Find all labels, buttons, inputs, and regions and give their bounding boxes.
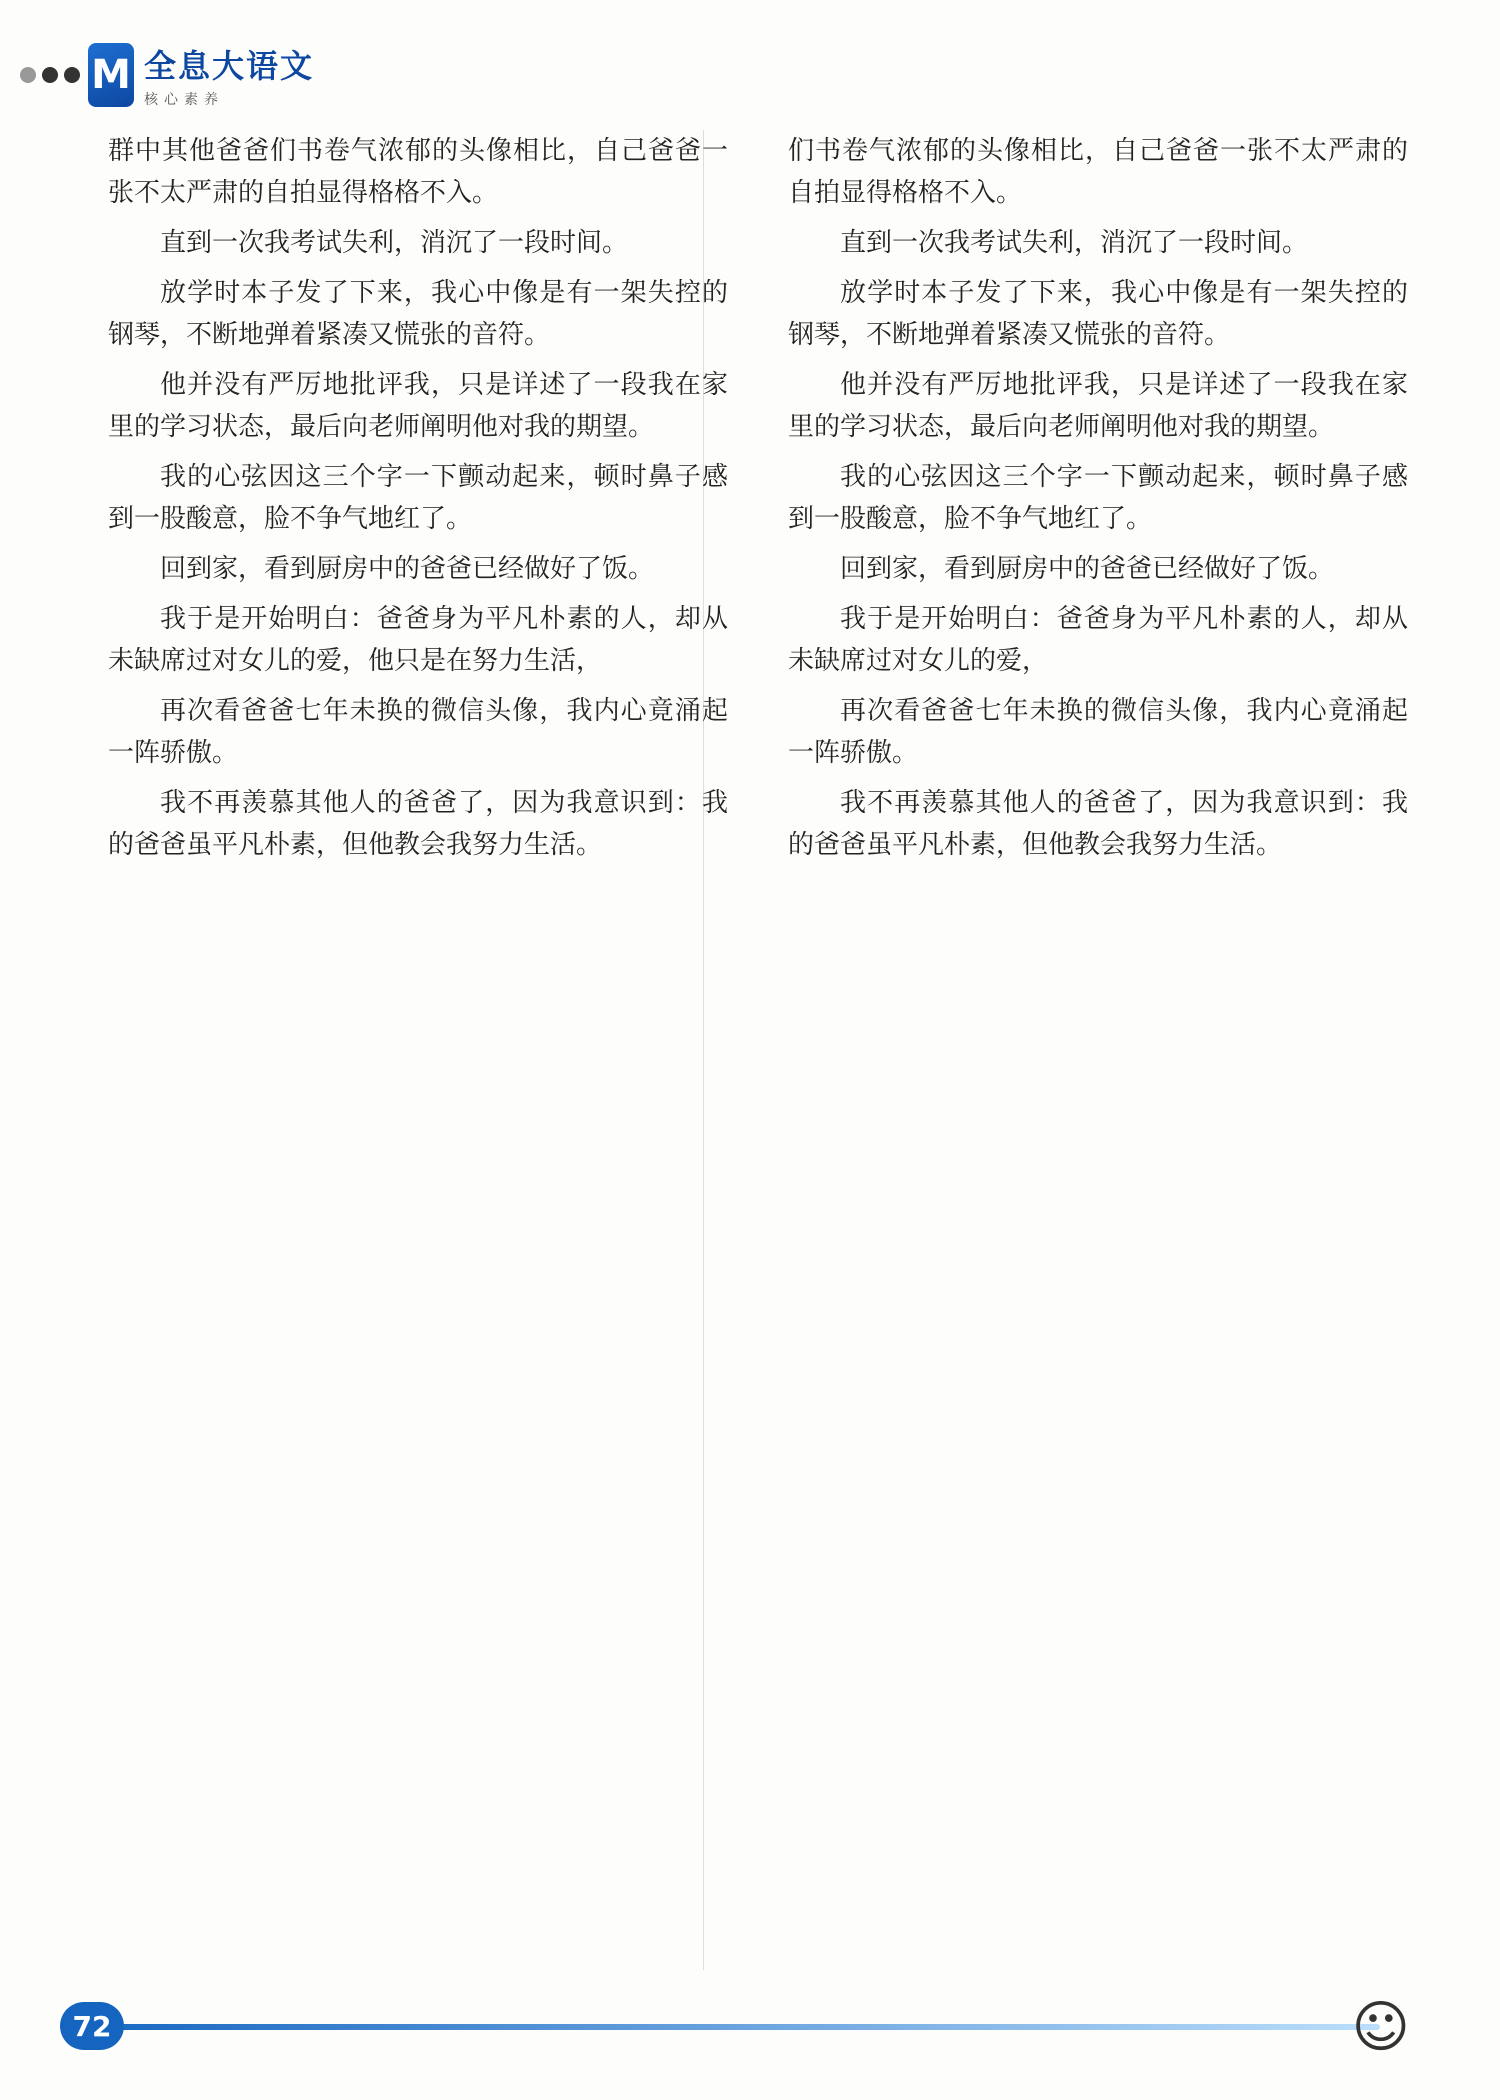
left-column <box>108 130 728 1970</box>
paragraph: 我不再羡慕其他人的爸爸了，因为我意识到：我的爸爸虽平凡朴素，但他教会我努力生活。 <box>108 788 728 860</box>
paragraph: 回到家，看到厨房中的爸爸已经做好了饭。 <box>840 554 1335 584</box>
paragraph: 我于是开始明白：爸爸身为平凡朴素的人，却从未缺席过对女儿的爱，他只是在努力生活， <box>108 604 728 676</box>
paragraph: 再次看爸爸七年未换的微信头像，我内心竟涌起一阵骄傲。 <box>108 696 728 768</box>
right-column <box>788 130 1408 1970</box>
paragraph: 放学时本子发了下来，我心中像是有一架失控的钢琴，不断地弹着紧凑又慌张的音符。 <box>108 278 728 350</box>
decorative-dots <box>20 67 80 83</box>
paragraph: 放学时本子发了下来，我心中像是有一架失控的钢琴，不断地弹着紧凑又慌张的音符。 <box>788 278 1408 350</box>
paragraph: 回到家，看到厨房中的爸爸已经做好了饭。 <box>160 554 655 584</box>
brand-subtitle: 核心素养 <box>144 92 224 108</box>
paragraph: 我不再羡慕其他人的爸爸了，因为我意识到：我的爸爸虽平凡朴素，但他教会我努力生活。 <box>788 788 1408 860</box>
paragraph: 我于是开始明白：爸爸身为平凡朴素的人，却从未缺席过对女儿的爱， <box>788 604 1408 676</box>
page-footer <box>0 1990 1500 2100</box>
paragraph: 我的心弦因这三个字一下颤动起来，顿时鼻子感到一股酸意，脸不争气地红了。 <box>788 462 1408 534</box>
paragraph: 我的心弦因这三个字一下颤动起来，顿时鼻子感到一股酸意，脸不争气地红了。 <box>108 462 728 534</box>
paragraph: 直到一次我考试失利，消沉了一段时间。 <box>840 228 1309 258</box>
essay-body <box>108 130 1408 1970</box>
footer-rule <box>60 2024 1380 2030</box>
smiley-icon: ☺ <box>1351 1995 1410 2060</box>
brand-title: 全息大语文 <box>144 47 315 85</box>
page-header <box>20 30 520 120</box>
paragraph: 他并没有严厉地批评我，只是详述了一段我在家里的学习状态，最后向老师阐明他对我的期望。 <box>788 370 1408 442</box>
paragraph: 直到一次我考试失利，消沉了一段时间。 <box>160 228 629 258</box>
paragraph: 再次看爸爸七年未换的微信头像，我内心竟涌起一阵骄傲。 <box>788 696 1408 768</box>
paragraph: 他并没有严厉地批评我，只是详述了一段我在家里的学习状态，最后向老师阐明他对我的期望。 <box>108 370 728 442</box>
paragraph: 群中其他爸爸们书卷气浓郁的头像相比，自己爸爸一张不太严肃的自拍显得格格不入。 <box>108 136 728 208</box>
page-number: 72 <box>60 2002 124 2050</box>
brand-logo-icon: M <box>88 43 134 107</box>
paragraph: 们书卷气浓郁的头像相比，自己爸爸一张不太严肃的自拍显得格格不入。 <box>788 136 1408 208</box>
